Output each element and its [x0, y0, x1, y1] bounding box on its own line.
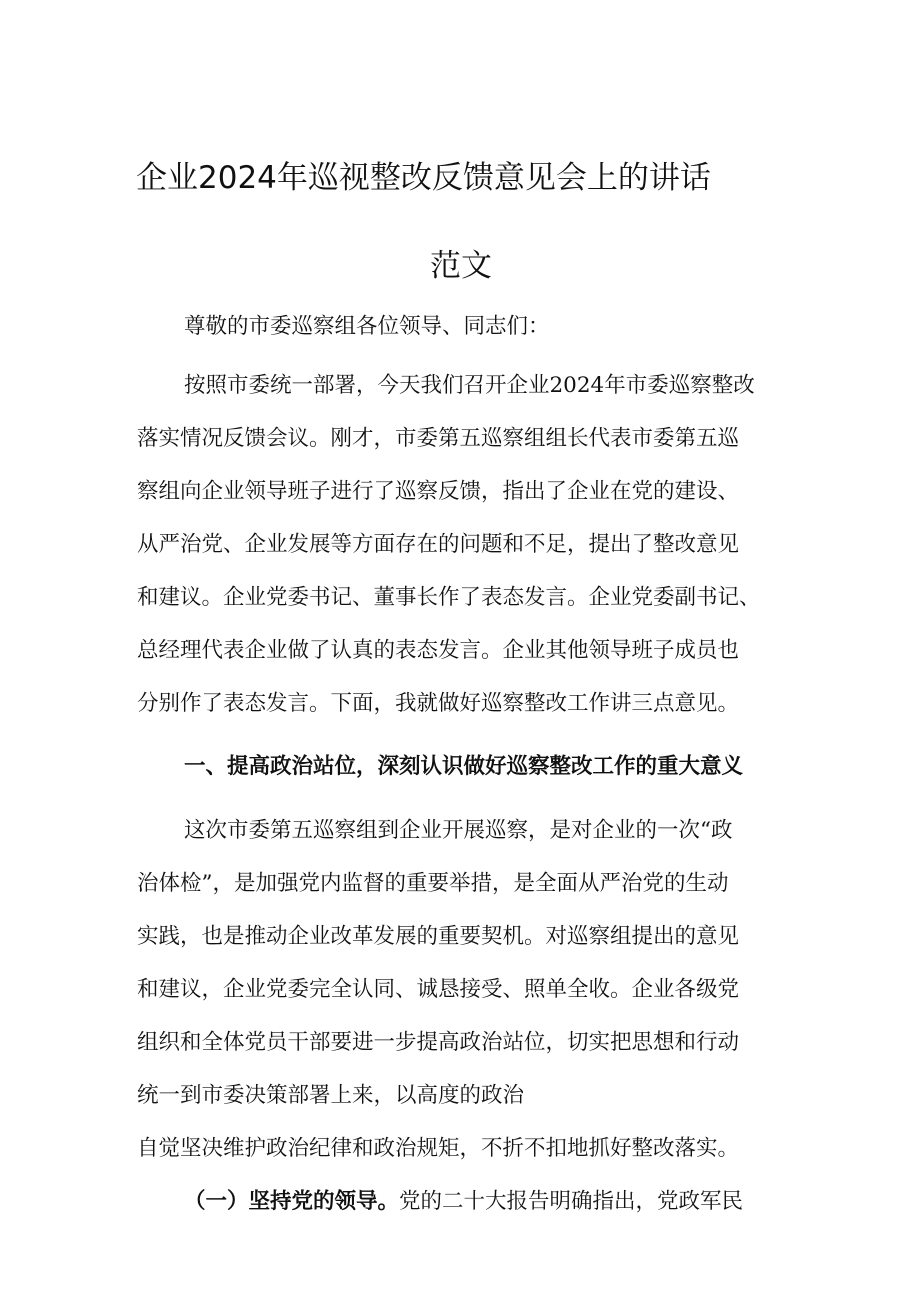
subsection-1-line	[184, 1188, 743, 1216]
paragraph-1-line: 从严治党、企业发展等方面存在的问题和不足，提出了整改意见	[137, 532, 740, 557]
paragraph-1-line: 分别作了表态发言。下面，我就做好巡察整改工作讲三点意见。	[137, 691, 740, 716]
document-title-line-2: 范文	[430, 248, 492, 284]
paragraph-1-line: 和建议。企业党委书记、董事长作了表态发言。企业党委副书记、	[137, 585, 761, 610]
paragraph-2-line: 自觉坚决维护政治纪律和政治规矩，不折不扣地抓好整改落实。	[137, 1136, 740, 1161]
paragraph-2-line: 和建议，企业党委完全认同、诚恳接受、照单全收。企业各级党	[137, 977, 740, 1002]
document-title-line-1: 企业2024年巡视整改反馈意见会上的讲话	[136, 160, 711, 196]
paragraph-2-line: 组织和全体党员干部要进一步提高政治站位，切实把思想和行动	[137, 1030, 740, 1055]
paragraph-2-line: 统一到市委决策部署上来，以高度的政治	[137, 1083, 525, 1108]
paragraph-1-line: 按照市委统一部署，今天我们召开企业2024年市委巡察整改	[184, 373, 755, 398]
paragraph-2-line: 治体检”，是加强党内监督的重要举措，是全面从严治党的生动	[137, 871, 729, 896]
salutation: 尊敬的市委巡察组各位领导、同志们：	[184, 314, 550, 339]
paragraph-2-line: 实践，也是推动企业改革发展的重要契机。对巡察组提出的意见	[137, 924, 740, 949]
paragraph-1-line: 落实情况反馈会议。刚才，市委第五巡察组组长代表市委第五巡	[137, 426, 740, 451]
subsection-1-text: 党的二十大报告明确指出，党政军民	[399, 1189, 744, 1214]
paragraph-1-line: 察组向企业领导班子进行了巡察反馈，指出了企业在党的建设、	[137, 479, 740, 504]
paragraph-1-line: 总经理代表企业做了认真的表态发言。企业其他领导班子成员也	[137, 638, 740, 663]
section-heading-1: 一、提高政治站位，深刻认识做好巡察整改工作的重大意义	[184, 754, 744, 779]
paragraph-2-line: 这次市委第五巡察组到企业开展巡察，是对企业的一次“政	[184, 818, 733, 843]
subsection-1-heading: （一）坚持党的领导。	[184, 1189, 400, 1214]
